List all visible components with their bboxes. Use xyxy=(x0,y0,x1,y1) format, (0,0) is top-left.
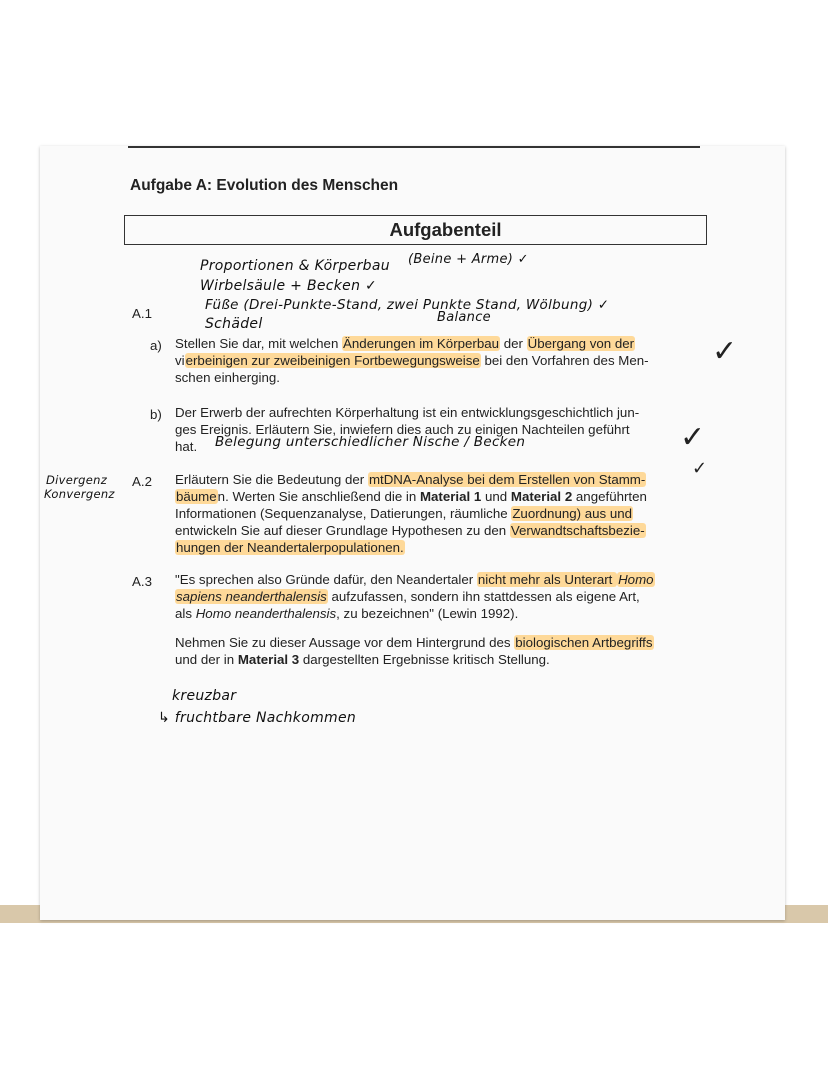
task-a3-quote: "Es sprechen also Gründe dafür, den Neandertaler nicht mehr als Unterart Homo sapiens neanderthalensis aufzufassen, sondern ihn stattdessen als eigene Art, als Homo neanderthalensis, zu bezeichnen" (Lewin 1992). xyxy=(175,572,654,621)
check-mark: ✓ xyxy=(680,420,706,455)
handwritten-note: ↳ fruchtbare Nachkommen xyxy=(158,710,357,726)
section-box-title: Aufgabenteil xyxy=(124,215,707,245)
task-label-a1: A.1 xyxy=(132,306,152,321)
handwritten-note: Wirbelsäule + Becken ✓ xyxy=(200,278,378,294)
background xyxy=(0,920,828,1071)
handwritten-note: Proportionen & Körperbau xyxy=(200,258,390,274)
handwritten-note: Füße (Drei-Punkte-Stand, zwei Punkte Stand, Wölbung) ✓ xyxy=(205,297,610,313)
header-rule xyxy=(128,146,700,148)
check-mark: ✓ xyxy=(712,334,738,369)
task-a1a-text: Stellen Sie dar, mit welchen Änderungen im Körperbau der Übergang von der vierbeinigen zur zweibeinigen Fortbewegungsweise bei den Vorfahren des Men- schen einherging. xyxy=(175,336,649,385)
subtask-label-a: a) xyxy=(150,338,162,353)
handwritten-margin-note: Divergenz xyxy=(46,473,108,487)
subtask-label-b: b) xyxy=(150,407,162,422)
worksheet-page xyxy=(40,146,785,920)
task-a3-question: Nehmen Sie zu dieser Aussage vor dem Hintergrund des biologischen Artbegriffs und der in Material 3 dargestellten Ergebnisse kritisch Stellung. xyxy=(175,635,653,667)
check-mark: ✓ xyxy=(692,458,708,479)
handwritten-margin-note: Konvergenz xyxy=(44,487,115,501)
handwritten-note: Schädel xyxy=(205,316,263,332)
task-a2-text: Erläutern Sie die Bedeutung der mtDNA-Analyse bei dem Erstellen von Stamm- bäumen. Werten Sie anschließend die in Material 1 und Material 2 angeführten Informationen (Sequenzanalyse, Datierungen, räumliche Zuordnung) aus und entwickeln Sie auf dieser Grundlage Hypothesen zu den Verwandtschaftsbezie- hungen der Neandertalerpopulationen. xyxy=(175,472,647,555)
task-label-a3: A.3 xyxy=(132,574,152,589)
handwritten-note: (Beine + Arme) ✓ xyxy=(408,252,529,267)
task-label-a2: A.2 xyxy=(132,474,152,489)
page-title: Aufgabe A: Evolution des Menschen xyxy=(130,177,399,194)
task-a1b-text: Der Erwerb der aufrechten Körperhaltung ist ein entwicklungsgeschichtlich jun- ges Ereignis. Erläutern Sie, inwiefern dies auch zu einigen Nachteilen geführt hat. xyxy=(175,405,640,454)
handwritten-note: Balance xyxy=(437,310,491,325)
handwritten-note: kreuzbar xyxy=(172,688,237,704)
handwritten-note: Belegung unterschiedlicher Nische / Becken xyxy=(215,434,526,450)
